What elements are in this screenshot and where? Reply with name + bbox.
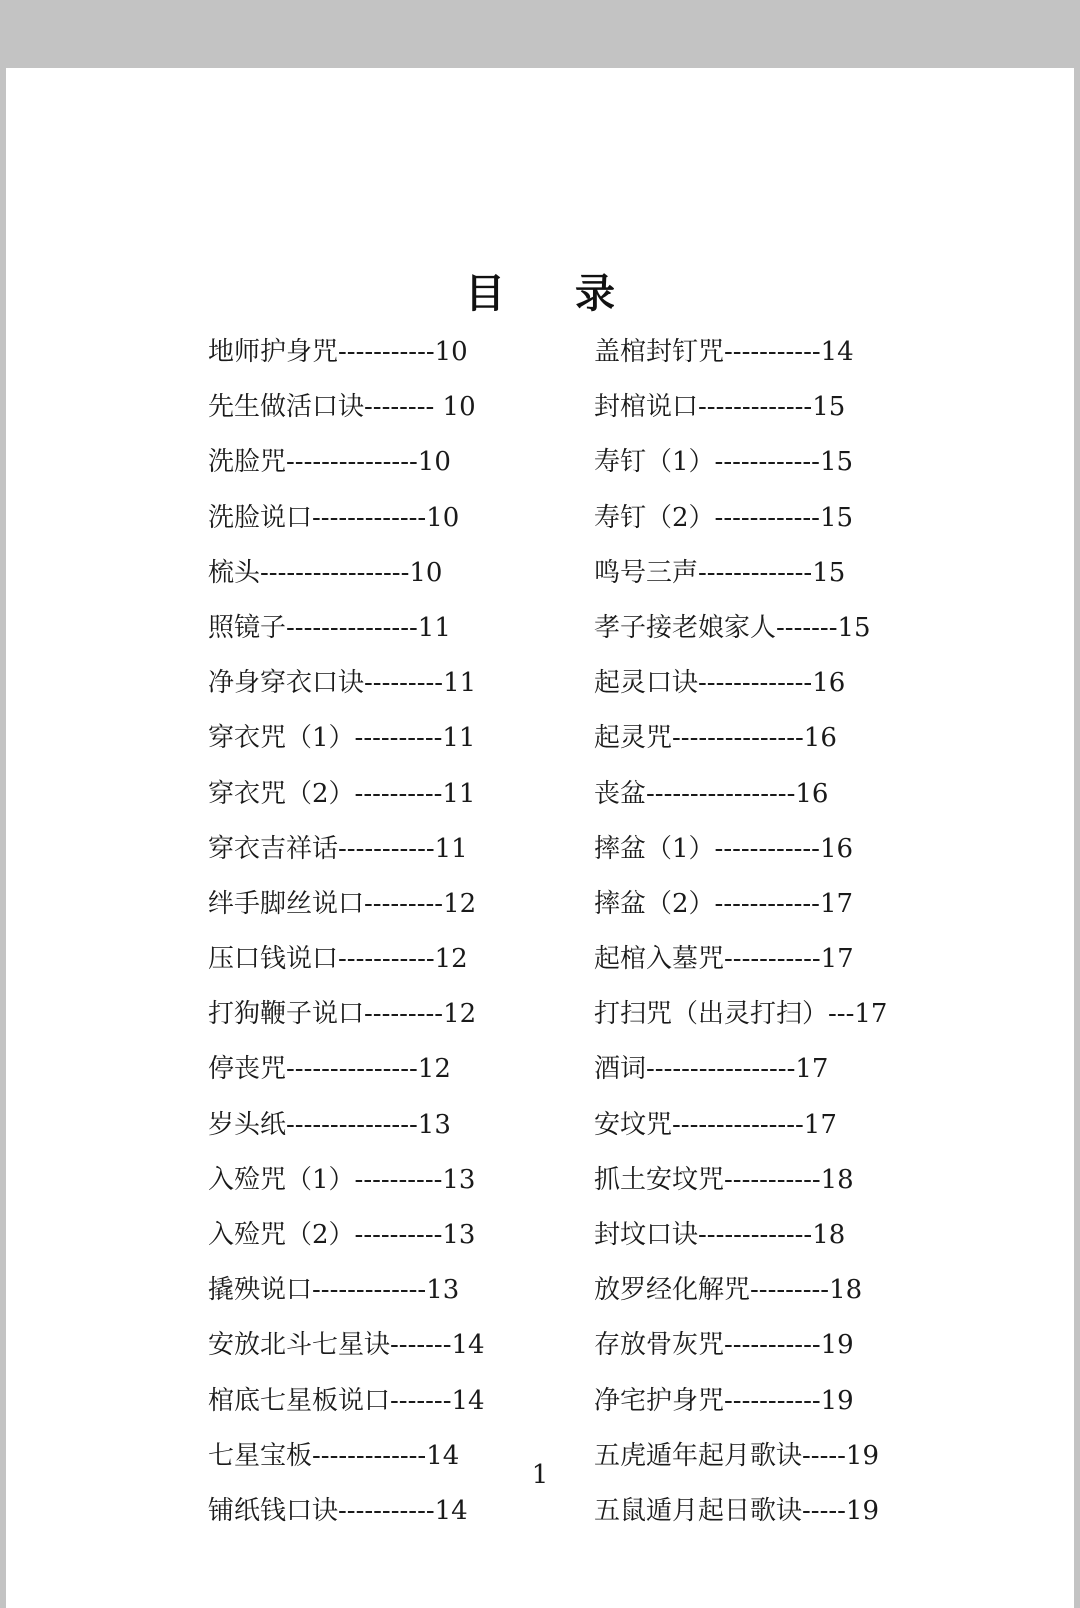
toc-entry[interactable]: 起棺入墓咒-----------17 <box>594 944 854 975</box>
toc-entry[interactable]: 寿钉（1）------------15 <box>594 447 854 478</box>
toc-entry[interactable]: 打狗鞭子说口---------12 <box>208 999 477 1030</box>
toc-entry[interactable]: 入殓咒（2）----------13 <box>208 1220 476 1250</box>
toc-entry[interactable]: 摔盆（2）------------17 <box>594 888 854 919</box>
toc-title-char-1: 目 <box>465 271 505 317</box>
toc-entry[interactable]: 压口钱说口-----------12 <box>208 944 468 975</box>
toc-entry[interactable]: 净宅护身咒-----------19 <box>594 1385 854 1416</box>
toc-entry[interactable]: 七星宝板-------------14 <box>208 1440 460 1471</box>
toc-title <box>6 262 1074 319</box>
toc-entry[interactable]: 抓土安坟咒-----------18 <box>594 1164 854 1195</box>
toc-entry[interactable]: 洗脸咒---------------10 <box>208 447 451 478</box>
toc-entry[interactable]: 洗脸说口-------------10 <box>208 502 460 533</box>
toc-entry[interactable]: 封坟口诀-------------18 <box>594 1220 846 1250</box>
toc-entry[interactable]: 撬殃说口-------------13 <box>208 1275 460 1306</box>
toc-entry[interactable]: 鸣号三声-------------15 <box>594 557 846 588</box>
toc-entry[interactable]: 酒词-----------------17 <box>594 1054 829 1085</box>
toc-entry[interactable]: 穿衣咒（1）----------11 <box>208 723 476 754</box>
toc-entry[interactable]: 五虎遁年起月歌诀-----19 <box>594 1440 880 1471</box>
toc-left-column <box>208 330 550 1544</box>
toc-title-char-2: 录 <box>575 271 615 317</box>
toc-entry[interactable]: 封棺说口-------------15 <box>594 392 846 423</box>
toc-entry[interactable]: 停丧咒---------------12 <box>208 1054 451 1085</box>
toc-entry[interactable]: 孝子接老娘家人-------15 <box>594 612 871 643</box>
document-page <box>6 68 1074 1608</box>
toc-entry[interactable]: 穿衣咒（2）----------11 <box>208 778 476 809</box>
toc-entry[interactable]: 起灵口诀-------------16 <box>594 668 846 699</box>
toc-entry[interactable]: 五鼠遁月起日歌诀-----19 <box>594 1495 880 1526</box>
toc-entry[interactable]: 存放骨灰咒-----------19 <box>594 1330 854 1361</box>
toc-entry[interactable]: 安放北斗七星诀-------14 <box>208 1330 485 1361</box>
toc-entry[interactable]: 绊手脚丝说口---------12 <box>208 888 477 919</box>
toc-entry[interactable]: 安坟咒---------------17 <box>594 1109 837 1140</box>
toc-entry[interactable]: 照镜子---------------11 <box>208 612 451 643</box>
toc-entry[interactable]: 穿衣吉祥话-----------11 <box>208 833 468 864</box>
toc-entry[interactable]: 寿钉（2）------------15 <box>594 502 854 533</box>
toc-entry[interactable]: 盖棺封钉咒-----------14 <box>594 337 854 367</box>
toc-entry[interactable]: 丧盆-----------------16 <box>594 778 829 809</box>
toc-entry[interactable]: 地师护身咒-----------10 <box>208 337 468 367</box>
toc-entry[interactable]: 梳头-----------------10 <box>208 557 443 588</box>
toc-right-column <box>594 330 942 1544</box>
toc-entry[interactable]: 岁头纸---------------13 <box>208 1109 451 1140</box>
toc-entry[interactable]: 铺纸钱口诀-----------14 <box>208 1495 468 1526</box>
page-number: 1 <box>531 1460 549 1490</box>
toc-entry[interactable]: 棺底七星板说口-------14 <box>208 1385 485 1416</box>
toc-entry[interactable]: 先生做活口诀-------- 10 <box>208 392 476 423</box>
toc-entry[interactable]: 摔盆（1）------------16 <box>594 833 854 864</box>
toc-entry[interactable]: 打扫咒（出灵打扫）---17 <box>594 999 888 1030</box>
toc-entry[interactable]: 净身穿衣口诀---------11 <box>208 668 477 699</box>
toc-entry[interactable]: 入殓咒（1）----------13 <box>208 1164 476 1195</box>
toc-entry[interactable]: 起灵咒---------------16 <box>594 723 837 754</box>
toc-entry[interactable]: 放罗经化解咒---------18 <box>594 1275 863 1306</box>
